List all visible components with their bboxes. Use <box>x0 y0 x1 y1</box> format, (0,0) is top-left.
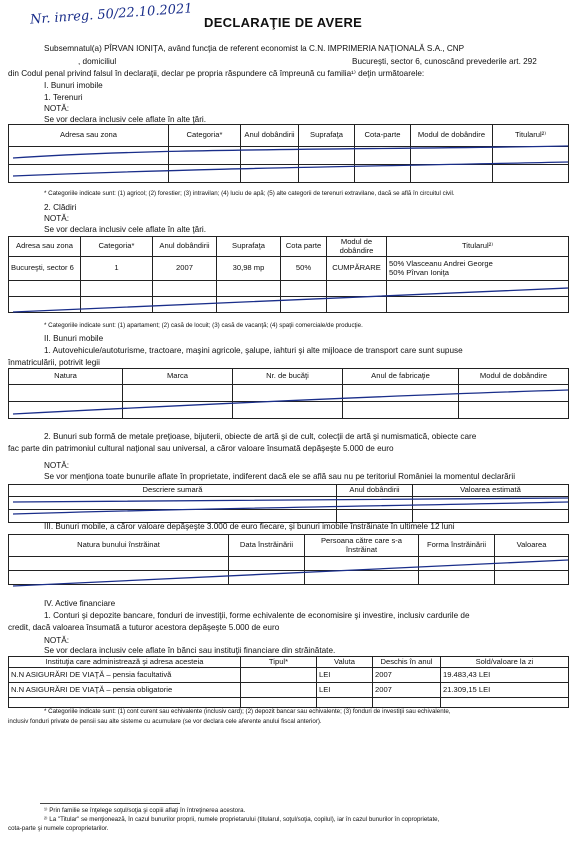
section-1-nota2: NOTĂ: <box>44 214 70 223</box>
table-cell <box>413 497 569 510</box>
table-cell <box>459 402 569 419</box>
cell-valuta: LEI <box>317 668 373 683</box>
section-2-sub1-line1: 1. Autovehicule/autoturisme, tractoare, maşini agricole, şalupe, iahturi şi alte mijloace de transport care sunt supuse <box>44 346 463 355</box>
section-4-footnote-1: * Categoriile indicate sunt: (1) cont curent sau echivalente (inclusiv card); (2) depozit bancar sau echivalente; (3) fonduri de investiţii sau echivalente, <box>44 708 451 715</box>
th-natura: Natura <box>9 369 123 385</box>
table-cell <box>441 698 569 708</box>
table-cell <box>281 297 327 313</box>
instrainari-table <box>8 534 569 585</box>
th-sold: Sold/valoare la zi <box>441 657 569 668</box>
table-cell <box>305 557 419 571</box>
table-cell <box>317 698 373 708</box>
th-modul: Modul de dobândire <box>411 125 493 147</box>
titular-2: 50% Pîrvan Ioniţa <box>389 267 449 277</box>
table-cell <box>233 385 343 402</box>
active-financiare-table <box>8 656 569 708</box>
titular-1: 50% Vlasceanu Andrei George <box>389 258 493 268</box>
th-anul: Anul dobândirii <box>153 237 217 257</box>
table-cell <box>299 147 355 165</box>
cell-valuta: LEI <box>317 683 373 698</box>
document-title: DECLARAŢIE DE AVERE <box>204 15 363 30</box>
table-cell <box>229 571 305 585</box>
th-nr-bucati: Nr. de bucăţi <box>233 369 343 385</box>
th-titular: Titularul²⁾ <box>387 237 569 257</box>
section-1-footnote-2: * Categoriile indicate sunt: (1) apartament; (2) casă de locuit; (3) casă de vacanţă; (4) spaţii comerciale/de producţie. <box>44 322 363 329</box>
table-cell <box>229 557 305 571</box>
th-descriere: Descriere sumară <box>9 485 337 497</box>
cell-anul: 2007 <box>373 683 441 698</box>
table-cell <box>419 571 495 585</box>
table-cell <box>9 557 229 571</box>
table-cell <box>355 165 411 183</box>
cell-suprafata: 30,98 mp <box>217 257 281 281</box>
table-cell <box>419 557 495 571</box>
table-cell <box>495 571 569 585</box>
intro-line-1: Subsemnatul(a) PÎRVAN IONIŢA, având funcţia de referent economist la C.N. IMPRIMERIA NAŢIONALĂ S.A., CNP <box>44 44 465 53</box>
th-adresa: Adresa sau zona <box>9 125 169 147</box>
table-cell <box>153 281 217 297</box>
intro-line-2b: Bucureşti, sector 6, cunoscând prevederile art. 292 <box>352 57 537 66</box>
cladiri-table <box>8 236 569 313</box>
th-valuta: Valuta <box>317 657 373 668</box>
section-2-sub1-line2: înmatriculării, potrivit legii <box>8 358 100 367</box>
table-cell <box>9 281 81 297</box>
th-natura-bun: Natura bunului înstrăinat <box>9 535 229 557</box>
cell-tipul <box>241 668 317 683</box>
cell-adresa: Bucureşti, sector 6 <box>9 257 81 281</box>
table-cell <box>343 402 459 419</box>
cell-sold: 21.309,15 LEI <box>441 683 569 698</box>
section-1-sub2: 2. Clădiri <box>44 203 77 212</box>
section-2-heading: II. Bunuri mobile <box>44 334 104 343</box>
section-1-nota: NOTĂ: <box>44 104 70 113</box>
table-cell <box>123 385 233 402</box>
table-cell <box>233 402 343 419</box>
table-cell <box>337 510 413 523</box>
table-cell <box>9 510 337 523</box>
section-1-heading: I. Bunuri imobile <box>44 81 103 90</box>
section-4-heading: IV. Active financiare <box>44 599 116 608</box>
table-cell <box>9 497 337 510</box>
section-1-footnote: * Categoriile indicate sunt: (1) agricol; (2) forestier; (3) intravilan; (4) luciu de apă; (5) alte categorii de terenuri extravilane, dacă se află în circuitul civil. <box>44 190 455 197</box>
section-1-sub1: 1. Terenuri <box>44 93 83 102</box>
table-cell <box>343 385 459 402</box>
cell-categoria: 1 <box>81 257 153 281</box>
table-cell <box>387 281 569 297</box>
section-4-sub1-line2: credit, dacă valoarea însumată a tuturor acestora depăşeşte 5.000 de euro <box>8 623 280 632</box>
th-categoria: Categoria* <box>81 237 153 257</box>
th-forma: Forma înstrăinării <box>419 535 495 557</box>
intro-line-2a: , domiciliul <box>78 57 117 66</box>
table-cell <box>241 698 317 708</box>
cell-anul: 2007 <box>153 257 217 281</box>
table-cell <box>9 571 229 585</box>
table-cell <box>493 147 569 165</box>
th-suprafata: Suprafaţa <box>299 125 355 147</box>
section-2-nota-text: Se vor menţiona toate bunurile aflate în proprietate, indiferent dacă ele se află sau nu pe teritoriul României la momentul declarării <box>44 472 516 481</box>
terenuri-table <box>8 124 569 183</box>
th-cota: Cota-parte <box>355 125 411 147</box>
cell-modul: CUMPĂRARE <box>327 257 387 281</box>
table-cell <box>9 165 169 183</box>
table-cell <box>387 297 569 313</box>
section-2-sub2-line2: fac parte din patrimoniul cultural naţional sau universal, a căror valoare însumată depăşeşte 5.000 de euro <box>8 444 394 453</box>
table-cell <box>337 497 413 510</box>
th-anul: Anul dobândirii <box>337 485 413 497</box>
table-cell <box>9 147 169 165</box>
table-cell <box>81 297 153 313</box>
th-valoarea: Valoarea estimată <box>413 485 569 497</box>
th-anul: Anul dobândirii <box>241 125 299 147</box>
table-cell <box>327 297 387 313</box>
table-cell <box>493 165 569 183</box>
autovehicule-table <box>8 368 569 419</box>
table-cell <box>241 165 299 183</box>
table-cell <box>9 698 241 708</box>
table-cell <box>411 165 493 183</box>
cell-tipul <box>241 683 317 698</box>
th-institutia: Instituţia care administrează şi adresa acesteia <box>9 657 241 668</box>
table-cell <box>9 385 123 402</box>
table-row <box>9 668 569 683</box>
section-4-nota: NOTĂ: <box>44 636 70 645</box>
table-cell <box>355 147 411 165</box>
section-4-sub1-line1: 1. Conturi şi depozite bancare, fonduri de investiţii, forme echivalente de economisire şi investire, inclusiv cardurile de <box>44 611 470 620</box>
section-1-nota2-text: Se vor declara inclusiv cele aflate în alte ţări. <box>44 225 207 234</box>
table-cell <box>9 297 81 313</box>
th-categoria: Categoria* <box>169 125 241 147</box>
footnote-divider <box>40 803 180 804</box>
table-cell <box>9 402 123 419</box>
section-1-nota-text: Se vor declara inclusiv cele aflate în alte ţări. <box>44 115 207 124</box>
cell-titular <box>387 257 569 281</box>
th-data: Data înstrăinării <box>229 535 305 557</box>
table-cell <box>169 147 241 165</box>
section-2-nota: NOTĂ: <box>44 461 70 470</box>
table-cell <box>281 281 327 297</box>
section-3-heading: III. Bunuri mobile, a căror valoare depăşeşte 3.000 de euro fiecare, şi bunuri imobile înstrăinate în ultimele 12 luni <box>44 522 455 531</box>
th-deschis: Deschis în anul <box>373 657 441 668</box>
table-cell <box>217 297 281 313</box>
th-valoarea: Valoarea <box>495 535 569 557</box>
table-cell <box>413 510 569 523</box>
th-tipul: Tipul* <box>241 657 317 668</box>
th-suprafata: Suprafaţa <box>217 237 281 257</box>
table-cell <box>495 557 569 571</box>
table-row <box>9 683 569 698</box>
th-persoana: Persoana către care s-a înstrăinat <box>305 535 419 557</box>
th-cota: Cota parte <box>281 237 327 257</box>
section-2-sub2-line1: 2. Bunuri sub formă de metale preţioase, bijuterii, obiecte de artă şi de cult, colecţii de artă şi numismatică, obiecte care <box>44 432 477 441</box>
cell-anul: 2007 <box>373 668 441 683</box>
cell-institutia: N.N ASIGURĂRI DE VIAŢĂ – pensia facultativă <box>9 668 241 683</box>
cell-cota: 50% <box>281 257 327 281</box>
th-an-fabricatie: Anul de fabricaţie <box>343 369 459 385</box>
footnote-2-line2: cota-parte şi numele coproprietarilor. <box>8 825 109 832</box>
section-4-nota-text: Se vor declara inclusiv cele aflate în bănci sau instituţii financiare din străinătate. <box>44 646 336 655</box>
intro-line-3: din Codul penal privind falsul în declaraţii, declar pe propria răspundere că împreună cu familia¹⁾ deţin următoarele: <box>8 69 425 78</box>
table-cell <box>299 165 355 183</box>
cell-sold: 19.483,43 LEI <box>441 668 569 683</box>
th-modul: Modul de dobândire <box>327 237 387 257</box>
table-cell <box>327 281 387 297</box>
registration-number: Nr. inreg. 50/22.10.2021 <box>29 1 194 28</box>
th-adresa: Adresa sau zona <box>9 237 81 257</box>
footnote-2-line1: ²⁾ La "Titular" se menţionează, în cazul bunurilor proprii, numele proprietarului (titularul, soţul/soţia, copilul), iar în cazul bunurilor în coproprietate, <box>44 816 440 823</box>
th-titular: Titularul²⁾ <box>493 125 569 147</box>
cell-institutia: N.N ASIGURĂRI DE VIAŢĂ – pensia obligatorie <box>9 683 241 698</box>
table-cell <box>373 698 441 708</box>
table-row <box>9 257 569 281</box>
table-cell <box>153 297 217 313</box>
table-cell <box>241 147 299 165</box>
table-cell <box>123 402 233 419</box>
table-cell <box>81 281 153 297</box>
table-cell <box>459 385 569 402</box>
table-cell <box>217 281 281 297</box>
bunuri-pretioase-table <box>8 484 569 523</box>
table-cell <box>169 165 241 183</box>
th-modul: Modul de dobândire <box>459 369 569 385</box>
section-4-footnote-2: inclusiv fonduri private de pensii sau alte sisteme cu acumulare (se vor declara cele aferente anului fiscal anterior). <box>8 718 322 725</box>
footnote-1: ¹⁾ Prin familie se înţelege soţul/soţia şi copiii aflaţi în întreţinerea acestora. <box>44 807 246 814</box>
table-cell <box>411 147 493 165</box>
table-cell <box>305 571 419 585</box>
th-marca: Marca <box>123 369 233 385</box>
